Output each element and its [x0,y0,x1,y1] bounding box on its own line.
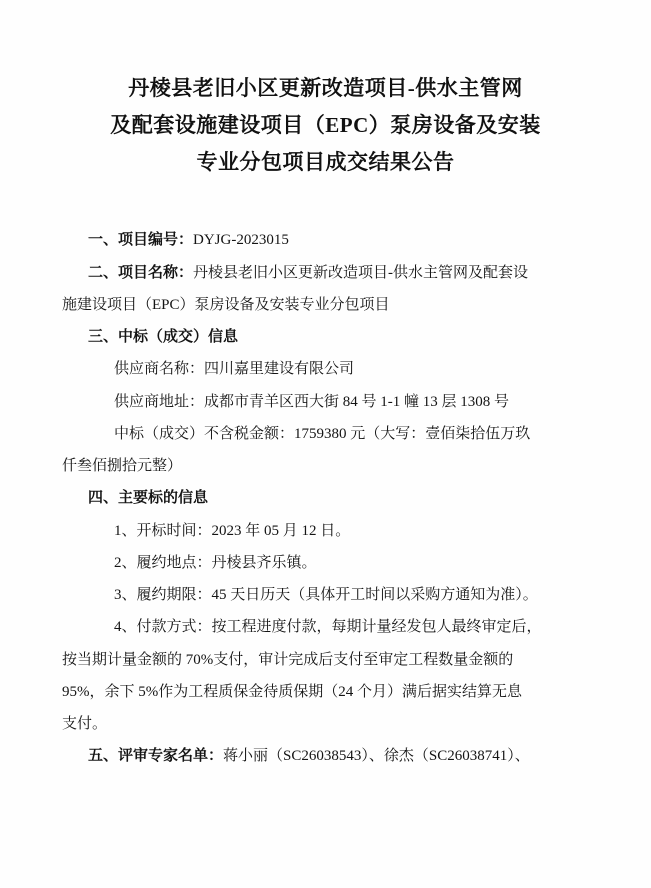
payment-method-index: 4、 [114,619,137,636]
winning-amount-value-cont: 仟叁佰捌拾元整） [62,458,183,474]
page-title [62,70,589,180]
performance-period-index: 3、 [114,587,137,603]
section-review-experts [62,740,589,772]
section-project-name-value: 丹棱县老旧小区更新改造项目-供水主管网及配套设 [193,264,529,281]
bid-opening-time-value: 2023 年 05 月 12 日。 [211,522,351,539]
performance-location-value: 丹棱县齐乐镇。 [211,554,317,571]
title-line-2: 及配套设施建设项目（EPC）泵房设备及安装 [110,112,541,137]
bid-opening-time-index: 1、 [114,522,137,539]
supplier-address-row [62,386,589,418]
section-review-experts-heading: 五、评审专家名单： [88,748,224,765]
bid-opening-time-label: 开标时间： [136,522,212,539]
performance-period-label: 履约期限： [136,587,212,603]
winning-amount-value: 1759380 元（大写：壹佰柒拾伍万玖 [294,425,531,442]
section-project-number [62,224,589,256]
performance-location-row [62,547,589,579]
performance-location-label: 履约地点： [136,554,212,571]
section-review-experts-value: 蒋小丽（SC26038543）、徐杰（SC26038741）、 [223,748,530,765]
performance-period-value: 45 天日历天（具体开工时间以采购方通知为准）。 [211,587,538,603]
section-project-number-heading: 一、项目编号： [88,232,194,249]
supplier-name-row [62,353,589,385]
performance-location-index: 2、 [114,554,137,571]
payment-method-line-2: 按当期计量金额的 70%支付，审计完成后支付至审定工程数量金额的 [62,651,514,668]
payment-method-line-3: 95%，余下 5%作为工程质保金待质保期（24 个月）满后据实结算无息 [62,683,522,700]
section-winning-info-heading: 三、中标（成交）信息 [88,329,239,345]
performance-period-row [62,579,589,611]
payment-method-row [62,611,589,643]
section-project-name-heading: 二、项目名称： [88,264,194,281]
bid-opening-time-row [62,515,589,547]
supplier-name-label: 供应商名称： [114,361,205,378]
section-project-number-value: DYJG-2023015 [193,232,289,249]
supplier-address-label: 供应商地址： [114,393,205,410]
title-line-1: 丹棱县老旧小区更新改造项目-供水主管网 [128,76,523,100]
payment-method-value: 按工程进度付款，每期计量经发包人最终审定后， [211,619,542,636]
document-body [62,224,589,772]
winning-amount-row [62,418,589,450]
section-main-subject-heading: 四、主要标的信息 [88,490,209,507]
section-project-name [62,257,589,289]
payment-method-label: 付款方式： [136,619,212,636]
section-project-name-cont: 施建设项目（EPC）泵房设备及安装专业分包项目 [62,296,390,313]
supplier-name-value: 四川嘉里建设有限公司 [204,361,355,378]
winning-amount-label: 中标（成交）不含税金额： [114,425,295,442]
title-line-3: 专业分包项目成交结果公告 [196,149,455,174]
payment-method-line-4: 支付。 [62,716,108,732]
supplier-address-value: 成都市青羊区西大街 84 号 1-1 幢 13 层 1308 号 [204,393,510,410]
